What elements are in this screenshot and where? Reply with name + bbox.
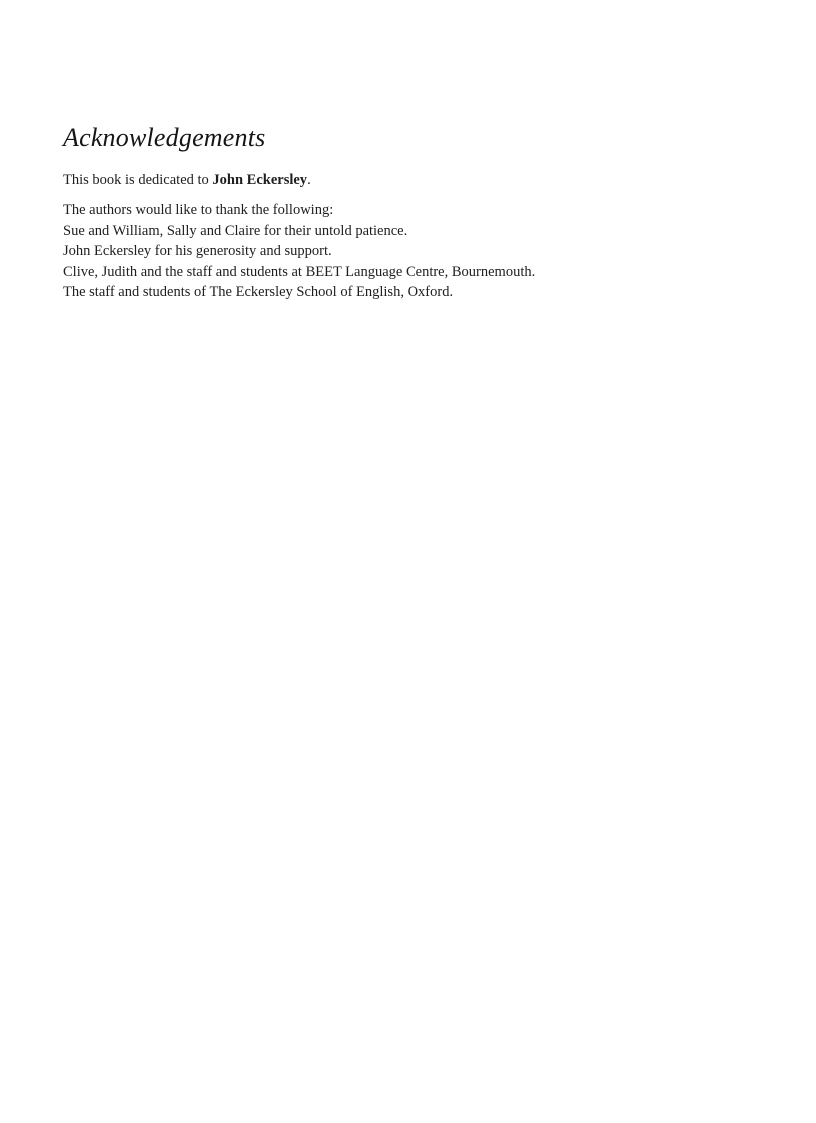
thanks-item: John Eckersley for his generosity and support.	[63, 243, 332, 259]
thanks-intro: The authors would like to thank the following:	[63, 202, 334, 218]
dedication-line	[63, 170, 311, 190]
thanks-item: The staff and students of The Eckersley School of English, Oxford.	[63, 284, 454, 300]
thanks-item: Sue and William, Sally and Claire for their untold patience.	[63, 222, 408, 239]
thanks-item: Clive, Judith and the staff and students at BEET Language Centre, Bournemouth.	[63, 263, 536, 280]
dedication-prefix: This book is dedicated to	[63, 172, 213, 188]
page-heading: Acknowledgements	[63, 123, 266, 152]
dedication-suffix: .	[307, 172, 311, 188]
dedication-name: John Eckersley	[212, 172, 308, 188]
thanks-list	[63, 200, 535, 303]
